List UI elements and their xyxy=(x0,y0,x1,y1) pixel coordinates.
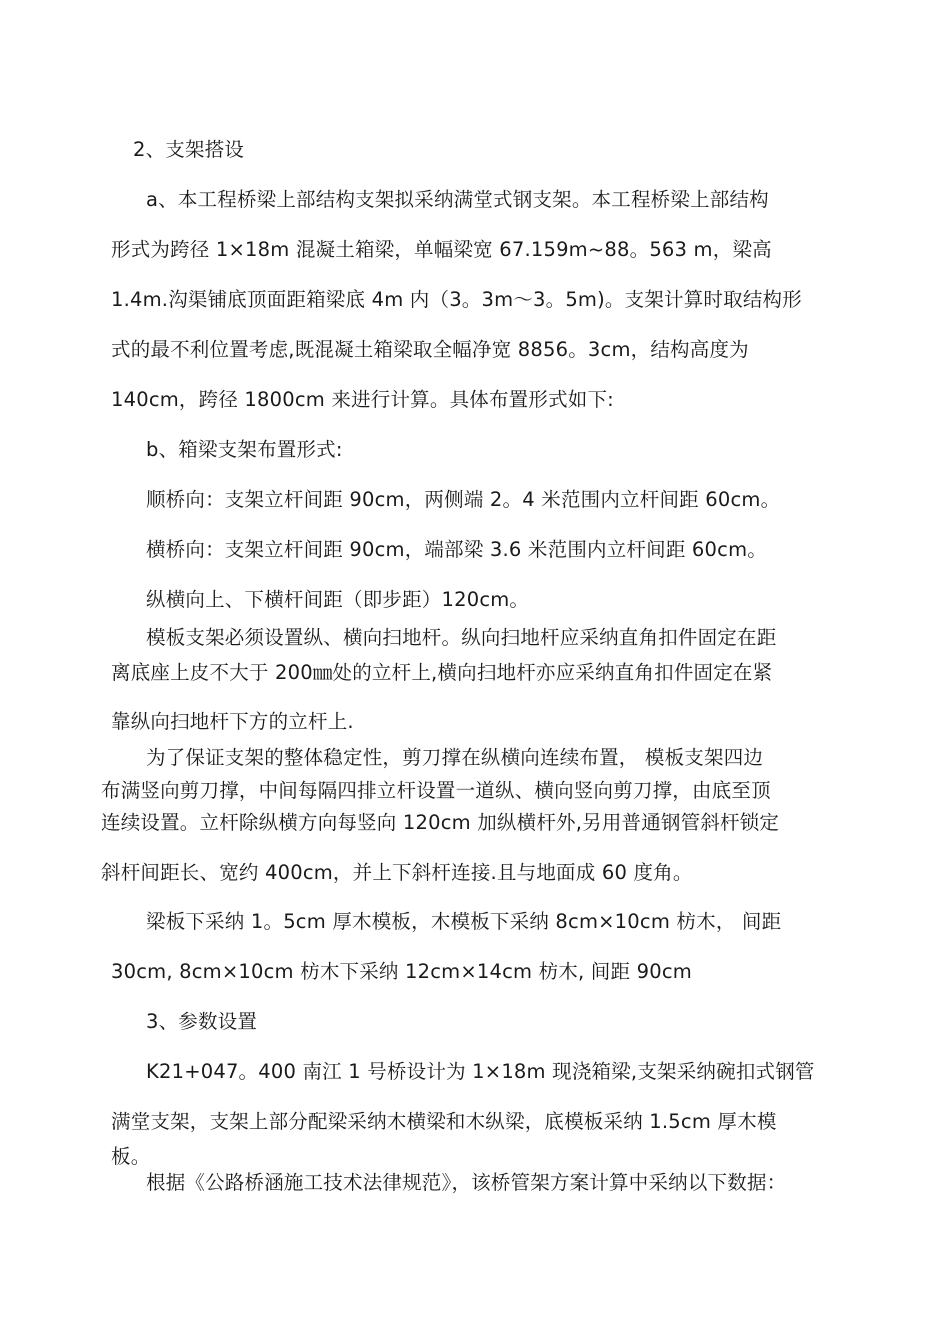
paragraph-line: 顺桥向：支架立杆间距 90cm，两侧端 2。4 米范围内立杆间距 60cm。 xyxy=(146,488,781,511)
paragraph-line: 式的最不利位置考虑,既混凝土箱梁取全幅净宽 8856。3cm，结构高度为 xyxy=(111,338,749,361)
paragraph-line: 纵横向上、下横杆间距（即步距）120cm。 xyxy=(146,588,530,611)
paragraph-line: 布满竖向剪刀撑，中间每隔四排立杆设置一道纵、横向竖向剪刀撑，由底至顶 xyxy=(101,779,771,802)
paragraph-line: 140cm，跨径 1800cm 来进行计算。具体布置形式如下: xyxy=(111,388,614,411)
paragraph-line: 根据《公路桥涵施工技术法律规范》，该桥管架方案计算中采纳以下数据： xyxy=(146,1171,787,1194)
paragraph-line: 满堂支架，支架上部分配梁采纳木横梁和木纵梁，底模板采纳 1.5cm 厚木模 xyxy=(111,1110,777,1133)
paragraph-line: b、箱梁支架布置形式: xyxy=(146,438,343,461)
paragraph-line: 靠纵向扫地杆下方的立杆上. xyxy=(111,710,354,733)
paragraph-line: 板。 xyxy=(111,1145,151,1168)
paragraph-line: a、本工程桥梁上部结构支架拟采纳满堂式钢支架。本工程桥梁上部结构 xyxy=(146,188,769,211)
paragraph-line: 横桥向：支架立杆间距 90cm，端部梁 3.6 米范围内立杆间距 60cm。 xyxy=(146,538,767,561)
paragraph-line: 梁板下采纳 1。5cm 厚木模板，木模板下采纳 8cm×10cm 枋木， 间距 xyxy=(146,910,782,933)
section-heading-2: 2、支架搭设 xyxy=(133,138,245,161)
paragraph-line: 1.4m.沟渠铺底顶面距箱梁底 4m 内（3。3m～3。5m)。支架计算时取结构形 xyxy=(111,288,802,311)
paragraph-line: K21+047。400 南江 1 号桥设计为 1×18m 现浇箱梁,支架采纳碗扣式钢管 xyxy=(146,1060,815,1083)
paragraph-line: 30cm, 8cm×10cm 枋木下采纳 12cm×14cm 枋木, 间距 90cm xyxy=(111,960,692,983)
paragraph-line: 连续设置。立杆除纵横方向每竖向 120cm 加纵横杆外,另用普通钢管斜杆锁定 xyxy=(101,811,780,834)
section-heading-3: 3、参数设置 xyxy=(146,1010,258,1033)
paragraph-line: 为了保证支架的整体稳定性，剪刀撑在纵横向连续布置， 模板支架四边 xyxy=(146,746,764,769)
paragraph-line: 离底座上皮不大于 200㎜处的立杆上,横向扫地杆亦应采纳直角扣件固定在紧 xyxy=(111,661,773,684)
paragraph-line: 斜杆间距长、宽约 400cm，并上下斜杆连接.且与地面成 60 度角。 xyxy=(101,861,693,884)
paragraph-line: 形式为跨径 1×18m 混凝土箱梁，单幅梁宽 67.159m~88。563 m，梁高 xyxy=(111,238,772,261)
paragraph-line: 模板支架必须设置纵、横向扫地杆。纵向扫地杆应采纳直角扣件固定在距 xyxy=(146,626,777,649)
